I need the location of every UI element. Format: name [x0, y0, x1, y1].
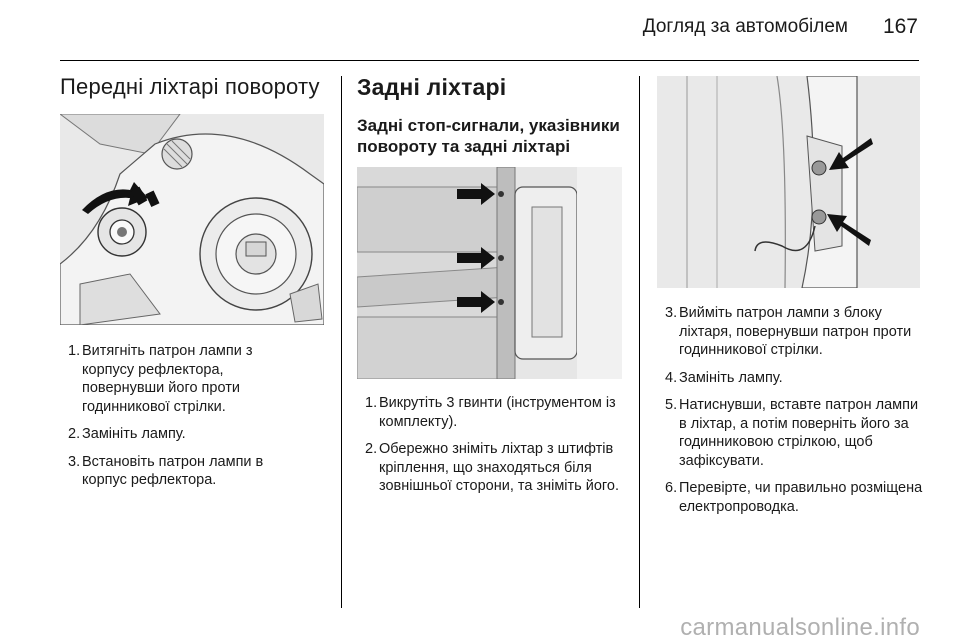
rear-lamp-illustration	[357, 167, 622, 379]
steps-list	[60, 342, 300, 490]
list-item: 4. Замініть лампу.	[665, 369, 783, 386]
section-heading: Передні ліхтарі повороту	[60, 74, 320, 99]
rear-lamps-continued-section	[657, 74, 925, 525]
rear-lamps-section	[357, 74, 625, 505]
front-indicators-section	[60, 74, 326, 499]
page-number: 167	[882, 15, 918, 38]
list-item: 2. Обережно зніміть ліхтар з штифтів кріплення, що знаходяться біля зовнішньої сторони, та зніміть його.	[365, 441, 619, 494]
list-item: 6. Перевірте, чи правильно розміщена електропроводка.	[665, 480, 923, 515]
page-header	[0, 0, 960, 62]
steps-list	[657, 304, 923, 516]
list-item: 1. Витягніть патрон лампи з корпусу рефлектора, повернувши його проти годинникової стрілки.	[68, 343, 253, 415]
subsection-heading: Задні стоп-сигнали, указівники повороту та задні ліхтарі	[357, 116, 620, 156]
list-item: 3. Встановіть патрон лампи в корпус рефлектора.	[68, 453, 264, 488]
headlamp-illustration	[60, 114, 324, 325]
column-divider	[341, 76, 342, 608]
section-heading: Задні ліхтарі	[357, 74, 507, 100]
header-title: Догляд за автомобілем	[642, 16, 848, 37]
bulb-socket-illustration	[657, 76, 920, 288]
steps-list	[357, 394, 619, 496]
front-indicator-figure	[60, 114, 324, 325]
header-rule	[60, 60, 919, 61]
list-item: 3. Вийміть патрон лампи з блоку ліхтаря, повернувши патрон проти годинникової стрілки.	[665, 305, 912, 358]
rear-lamp-screws-figure	[357, 167, 622, 379]
list-item: 5. Натиснувши, вставте патрон лампи в ліхтар, а потім поверніть його за годинниковою стрілкою, щоб зафіксувати.	[665, 397, 919, 469]
column-divider	[639, 76, 640, 608]
bulb-socket-figure	[657, 76, 920, 288]
list-item: 1. Викрутіть 3 гвинти (інструментом із комплекту).	[365, 395, 616, 430]
list-item: 2. Замініть лампу.	[68, 426, 186, 442]
watermark: carmanualsonline.info	[680, 614, 920, 641]
